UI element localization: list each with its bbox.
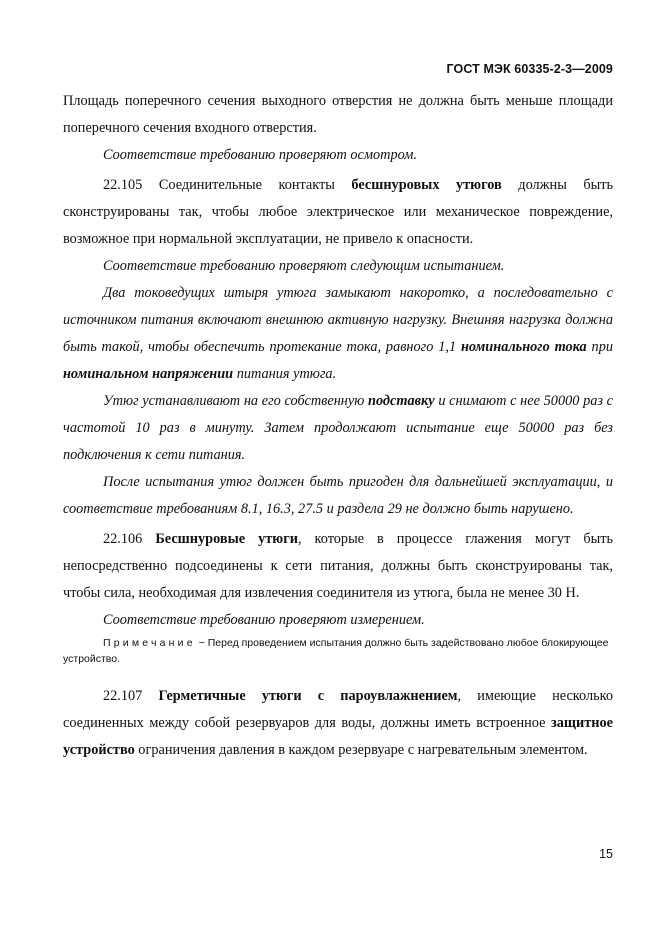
clause-22-106: [63, 526, 613, 607]
text-run: и снимают с нее 50000 раз с частотой 10 раз в минуту. Затем продолжают испытание еще 50000 раз без подключения к сети питания.: [63, 393, 613, 463]
term-stand: подставку: [368, 393, 435, 409]
paragraph-check-inspection: Соответствие требованию проверяют осмотром.: [103, 147, 417, 163]
note-text: − Перед проведением испытания должно быть задействовано любое блокирующее устройство.: [63, 637, 609, 665]
note-label: Примечание: [103, 637, 196, 649]
text-run: при: [586, 339, 613, 355]
paragraph-after-test: После испытания утюг должен быть пригоден для дальнейшей эксплуатации, и соответствие требованиям 8.1, 16.3, 27.5 и раздела 29 не должно быть нарушено.: [63, 474, 613, 517]
clause-number: 22.107: [103, 688, 143, 704]
paragraph-outlet-area: Площадь поперечного сечения выходного отверстия не должна быть меньше площади поперечного сечения входного отверстия.: [63, 93, 613, 136]
text-run: Два токоведущих штыря утюга замыкают накоротко, а последовательно с источником питания включают внешнюю активную нагрузку. Внешняя нагрузка должна быть такой, чтобы обеспечить протекание тока, равного 1,1: [63, 285, 613, 355]
note: [63, 635, 613, 667]
paragraph-test-stand: [63, 388, 613, 469]
term-rated-voltage: номинальном напряжении: [63, 366, 234, 382]
term-protective-device: защитное устройство: [63, 715, 613, 758]
clause-text: Соединительные контакты: [142, 177, 352, 193]
clause-number: 22.106: [103, 531, 143, 547]
term-steam-irons: Герметичные утюги с пароувлажнением: [142, 688, 458, 704]
clause-text: , которые в процессе глажения могут быть непосредственно подсоединены к сети питания, должны быть сконструированы так, чтобы сила, необходимая для извлечения соединителя из утюга, была не менее 30 Н.: [63, 531, 613, 601]
document-code-header: ГОСТ МЭК 60335-2-3—2009: [446, 62, 613, 76]
paragraph-test-short-circuit: [63, 280, 613, 388]
term-cordless-irons: Бесшнуровые утюги: [142, 531, 298, 547]
text-run: питания утюга.: [233, 366, 337, 382]
clause-number: 22.105: [103, 177, 143, 193]
page-number: 15: [599, 847, 613, 861]
clause-22-107: [63, 683, 613, 764]
clause-text: , имеющие несколько соединенных между собой резервуаров для воды, должны иметь встроенное: [63, 688, 613, 731]
text-run: Утюг устанавливают на его собственную: [103, 393, 369, 409]
paragraph-check-following-test: Соответствие требованию проверяют следующим испытанием.: [103, 258, 505, 274]
clause-22-105: [63, 172, 613, 253]
document-body: [63, 88, 613, 764]
clause-text: должны быть сконструированы так, чтобы любое электрическое или механическое повреждение, возможное при нормальной эксплуатации, не привело к опасности.: [63, 177, 613, 247]
clause-text: ограничения давления в каждом резервуаре с нагревательным элементом.: [134, 742, 588, 758]
term-cordless-irons: бесшнуровых утюгов: [351, 177, 502, 193]
term-rated-current: номинального тока: [460, 339, 587, 355]
paragraph-check-measurement: Соответствие требованию проверяют измерением.: [103, 612, 425, 628]
